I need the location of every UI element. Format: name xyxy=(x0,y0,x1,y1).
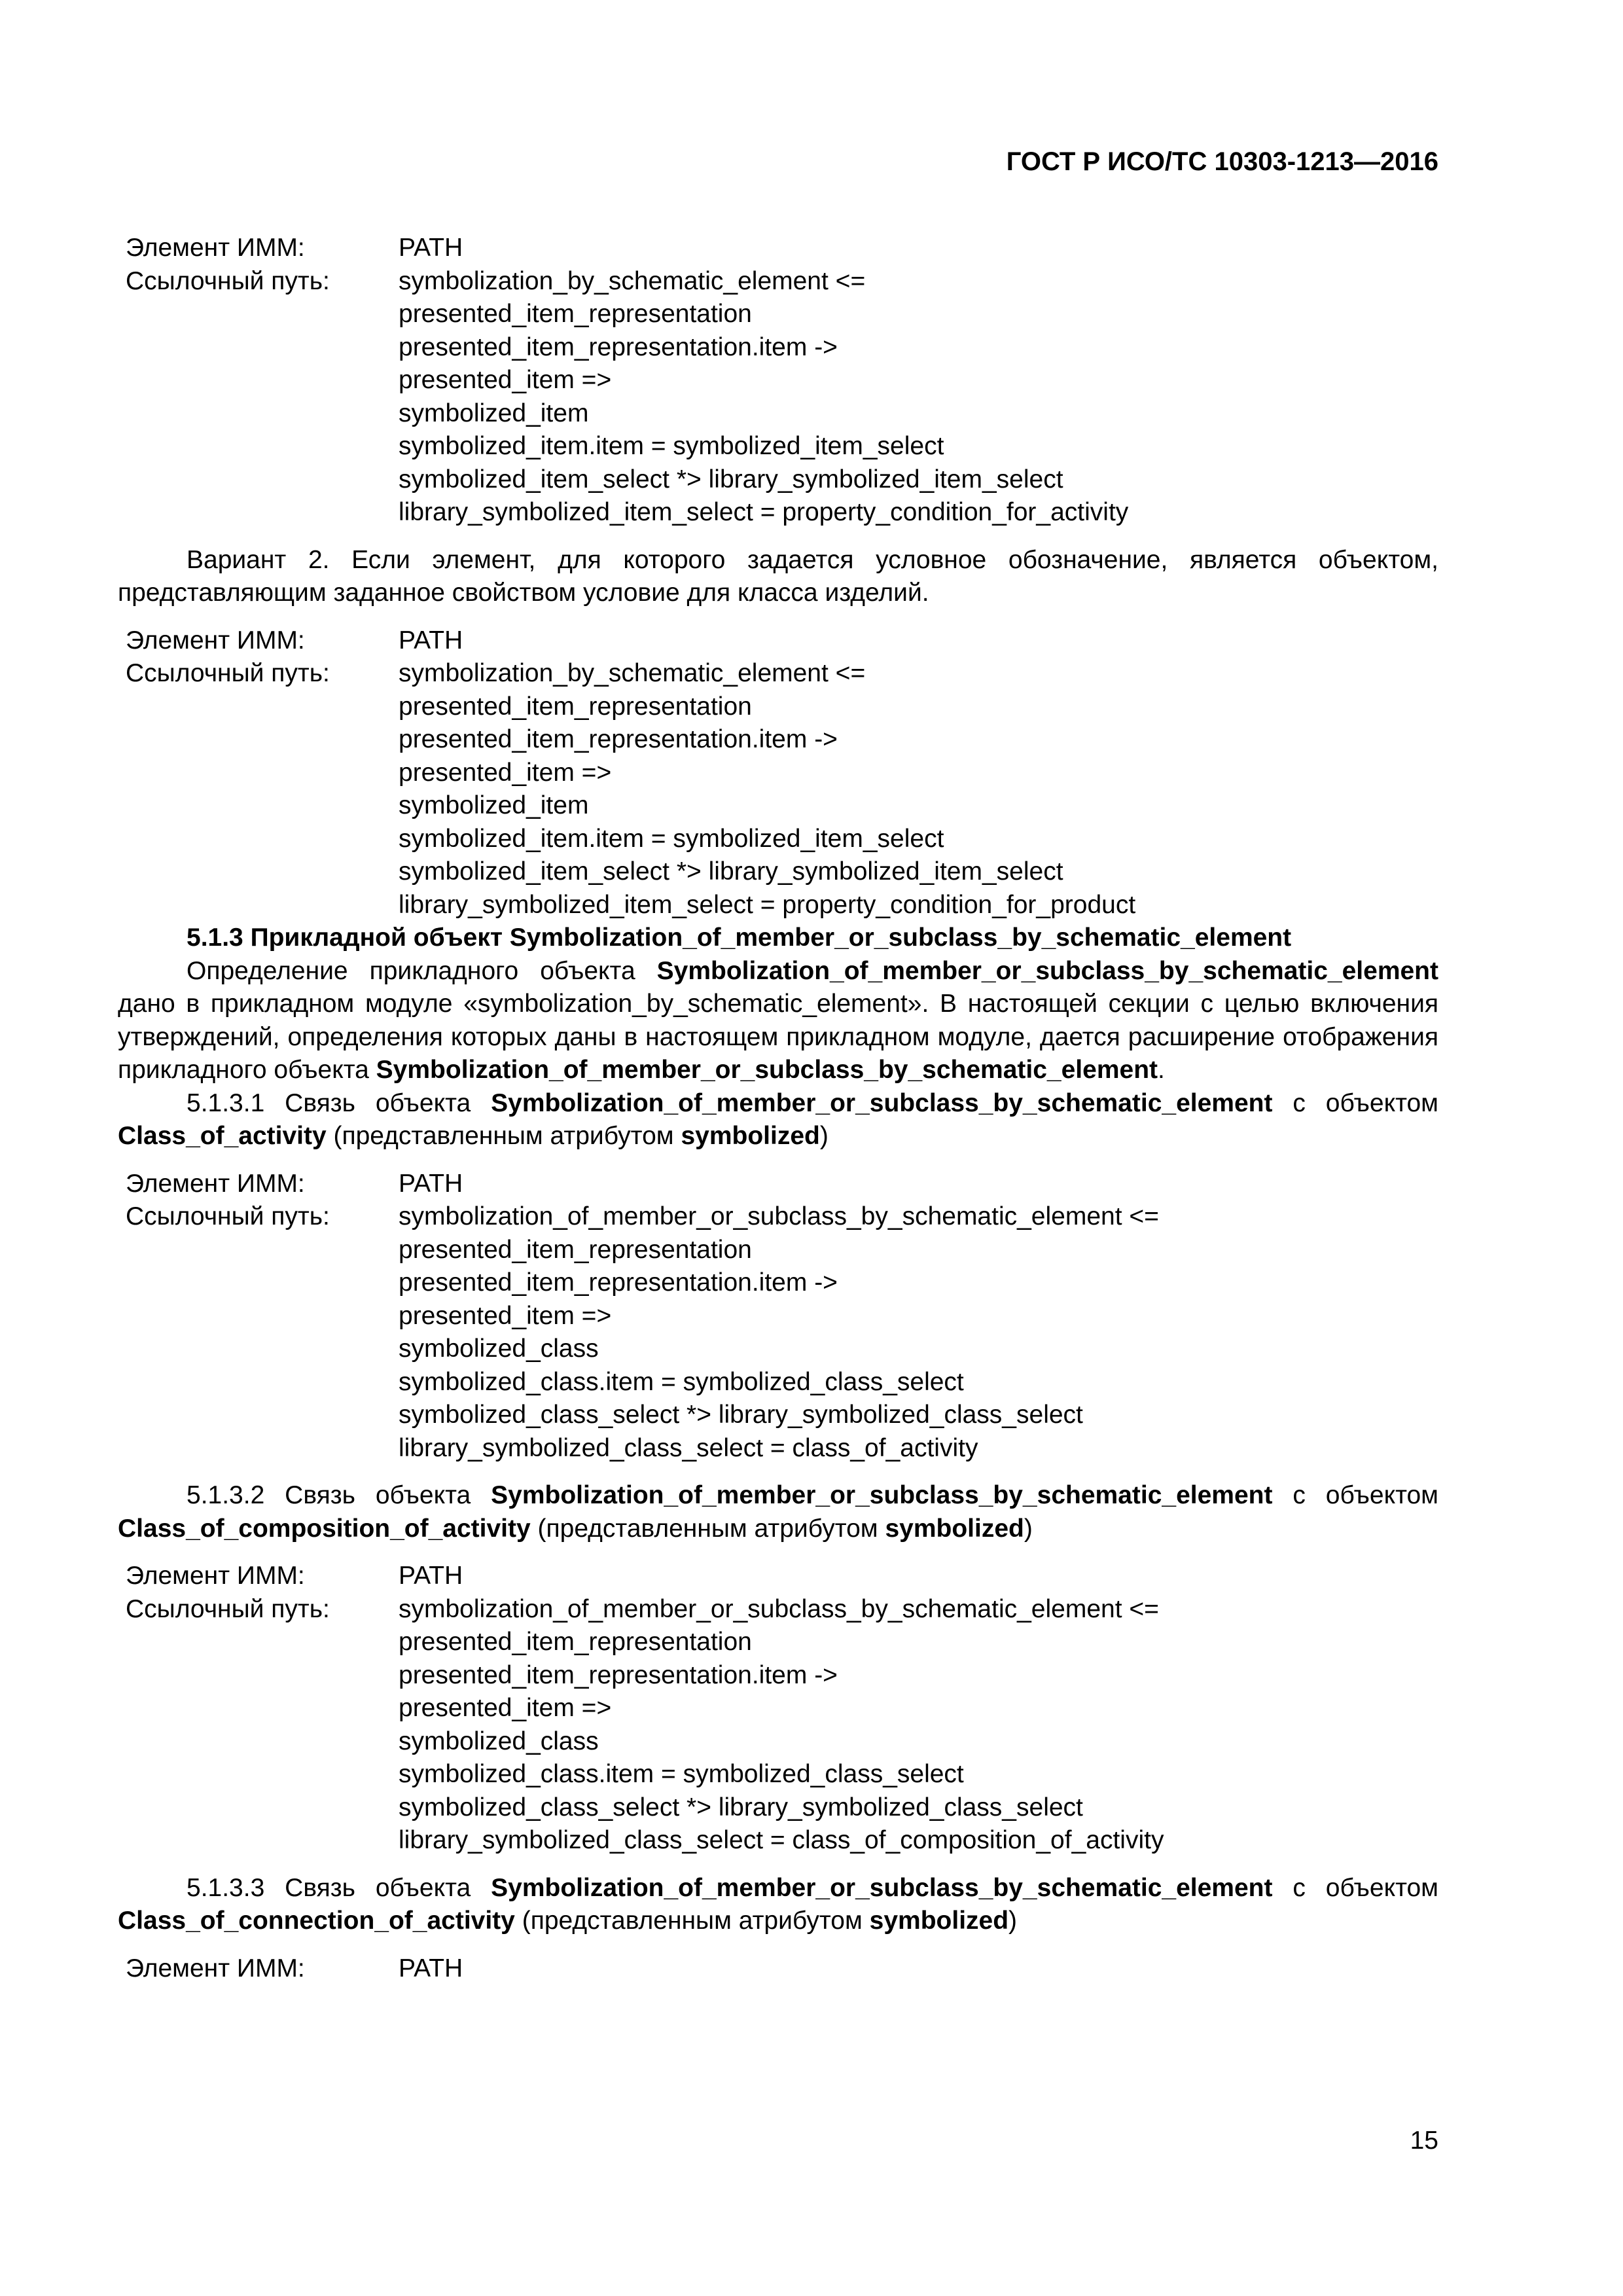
attribute-name: symbolized xyxy=(681,1122,820,1150)
reference-path-line: symbolized_class.item = symbolized_class_select xyxy=(399,1760,964,1788)
text-run: дано в прикладном модуле «symbolization_by_schematic_element». В настоящей секции с целью включения утверждений, определения которых даны в настоящем прикладном модуле, дается расширение отображения прикладного объекта xyxy=(118,990,1438,1084)
reference-path-row xyxy=(118,657,1438,691)
mapping-block-2 xyxy=(118,624,1438,922)
mapping-block-3 xyxy=(118,1168,1438,1465)
reference-path-row xyxy=(118,1200,1438,1234)
reference-path-label: Ссылочный путь: xyxy=(126,266,330,295)
section-heading: 5.1.3 Прикладной объект Symbolization_of_member_or_subclass_by_schematic_element xyxy=(187,924,1292,952)
reference-path-line: symbolized_item_select *> library_symbolized_item_select xyxy=(399,465,1063,493)
reference-path-line: symbolization_of_member_or_subclass_by_schematic_element <= xyxy=(399,1594,1159,1623)
subsection-5131-heading xyxy=(118,1087,1438,1153)
text-run: (представленным атрибутом xyxy=(514,1907,870,1935)
reference-path-line: presented_item_representation xyxy=(399,300,752,328)
reference-path-line: presented_item_representation.item -> xyxy=(399,1660,838,1689)
reference-path-line: presented_item_representation.item -> xyxy=(399,1268,838,1297)
aim-element-row xyxy=(118,232,1438,265)
reference-path-line: symbolization_of_member_or_subclass_by_schematic_element <= xyxy=(399,1202,1159,1230)
aim-element-row xyxy=(118,624,1438,658)
aim-element-label: Элемент ИММ: xyxy=(126,1562,305,1590)
reference-path-line: symbolized_class_select *> library_symbolized_class_select xyxy=(399,1793,1083,1821)
reference-path-line: presented_item_representation.item -> xyxy=(399,725,838,753)
reference-path-label: Ссылочный путь: xyxy=(126,659,330,687)
text-run: с объектом xyxy=(1272,1481,1438,1509)
text-run: . xyxy=(1158,1056,1165,1084)
aim-element-value: PATH xyxy=(399,626,463,655)
aim-element-row xyxy=(118,1168,1438,1201)
entity-name: Symbolization_of_member_or_subclass_by_schematic_element xyxy=(376,1056,1158,1084)
reference-path-row xyxy=(118,1593,1438,1626)
reference-path-row xyxy=(118,265,1438,298)
mapping-block-1 xyxy=(118,232,1438,529)
reference-path-line: symbolized_class xyxy=(399,1335,599,1363)
text-run: с объектом xyxy=(1272,1873,1438,1902)
reference-path-line: presented_item => xyxy=(399,366,612,394)
entity-name: Symbolization_of_member_or_subclass_by_schematic_element xyxy=(491,1088,1273,1117)
entity-name: Symbolization_of_member_or_subclass_by_schematic_element xyxy=(491,1873,1273,1902)
subsection-5133-heading xyxy=(118,1872,1438,1938)
reference-path-line: presented_item => xyxy=(399,1694,612,1722)
text-run: Определение прикладного объекта xyxy=(187,956,657,985)
reference-path-line: presented_item => xyxy=(399,1301,612,1330)
entity-name: Symbolization_of_member_or_subclass_by_schematic_element xyxy=(656,956,1438,985)
aim-element-label: Элемент ИММ: xyxy=(126,1169,305,1198)
page-number: 15 xyxy=(1410,2126,1438,2155)
entity-name: Class_of_composition_of_activity xyxy=(118,1514,531,1543)
document-code-header: ГОСТ Р ИСО/ТС 10303-1213—2016 xyxy=(1006,147,1438,176)
reference-path-line: symbolization_by_schematic_element <= xyxy=(399,659,866,687)
entity-name: Symbolization_of_member_or_subclass_by_schematic_element xyxy=(491,1481,1273,1509)
section-definition-paragraph xyxy=(118,955,1438,1087)
text-run: ) xyxy=(1008,1907,1018,1935)
attribute-name: symbolized xyxy=(885,1514,1024,1543)
reference-path-line: presented_item => xyxy=(399,758,612,787)
reference-path-line: symbolized_item xyxy=(399,399,589,427)
reference-path-line: presented_item_representation xyxy=(399,692,752,721)
reference-path-line: presented_item_representation.item -> xyxy=(399,332,838,361)
reference-path-line: symbolized_item.item = symbolized_item_select xyxy=(399,432,944,460)
reference-path-line: library_symbolized_class_select = class_of_composition_of_activity xyxy=(399,1826,1164,1854)
page-content xyxy=(118,232,1438,1985)
text-run: 5.1.3.1 Связь объекта xyxy=(187,1088,491,1117)
reference-path-line: symbolized_class xyxy=(399,1727,599,1755)
reference-path-line: symbolized_class.item = symbolized_class_select xyxy=(399,1367,964,1396)
entity-name: Class_of_connection_of_activity xyxy=(118,1907,515,1935)
text-run: ) xyxy=(819,1122,829,1150)
reference-path-line: presented_item_representation xyxy=(399,1628,752,1656)
mapping-block-5 xyxy=(118,1952,1438,1986)
reference-path-line: symbolized_class_select *> library_symbolized_class_select xyxy=(399,1401,1083,1429)
entity-name: Class_of_activity xyxy=(118,1122,327,1150)
reference-path-line: symbolized_item_select *> library_symbolized_item_select xyxy=(399,857,1063,886)
text-run: 5.1.3.2 Связь объекта xyxy=(187,1481,491,1509)
reference-path-line: library_symbolized_class_select = class_of_activity xyxy=(399,1433,978,1462)
reference-path-line: presented_item_representation xyxy=(399,1235,752,1264)
reference-path-line: symbolized_item xyxy=(399,791,589,819)
attribute-name: symbolized xyxy=(869,1907,1009,1935)
aim-element-value: PATH xyxy=(399,1562,463,1590)
aim-element-value: PATH xyxy=(399,1954,463,1982)
aim-element-label: Элемент ИММ: xyxy=(126,626,305,655)
aim-element-label: Элемент ИММ: xyxy=(126,234,305,262)
text-run: (представленным атрибутом xyxy=(326,1122,681,1150)
aim-element-label: Элемент ИММ: xyxy=(126,1954,305,1982)
text-run: 5.1.3.3 Связь объекта xyxy=(187,1873,491,1902)
reference-path-line: library_symbolized_item_select = property_condition_for_product xyxy=(399,890,1136,919)
variant-2-paragraph: Вариант 2. Если элемент, для которого задается условное обозначение, является объектом, представляющим заданное свойством условие для класса изделий. xyxy=(118,545,1438,607)
subsection-5132-heading xyxy=(118,1479,1438,1545)
text-run: ) xyxy=(1024,1514,1033,1543)
reference-path-line: library_symbolized_item_select = property_condition_for_activity xyxy=(399,498,1129,526)
reference-path-line: symbolized_item.item = symbolized_item_select xyxy=(399,824,944,853)
aim-element-value: PATH xyxy=(399,1169,463,1198)
aim-element-row xyxy=(118,1560,1438,1593)
aim-element-row xyxy=(118,1952,1438,1986)
reference-path-line: symbolization_by_schematic_element <= xyxy=(399,266,866,295)
text-run: с объектом xyxy=(1272,1088,1438,1117)
text-run: (представленным атрибутом xyxy=(530,1514,885,1543)
aim-element-value: PATH xyxy=(399,234,463,262)
reference-path-label: Ссылочный путь: xyxy=(126,1202,330,1230)
mapping-block-4 xyxy=(118,1560,1438,1857)
reference-path-label: Ссылочный путь: xyxy=(126,1594,330,1623)
